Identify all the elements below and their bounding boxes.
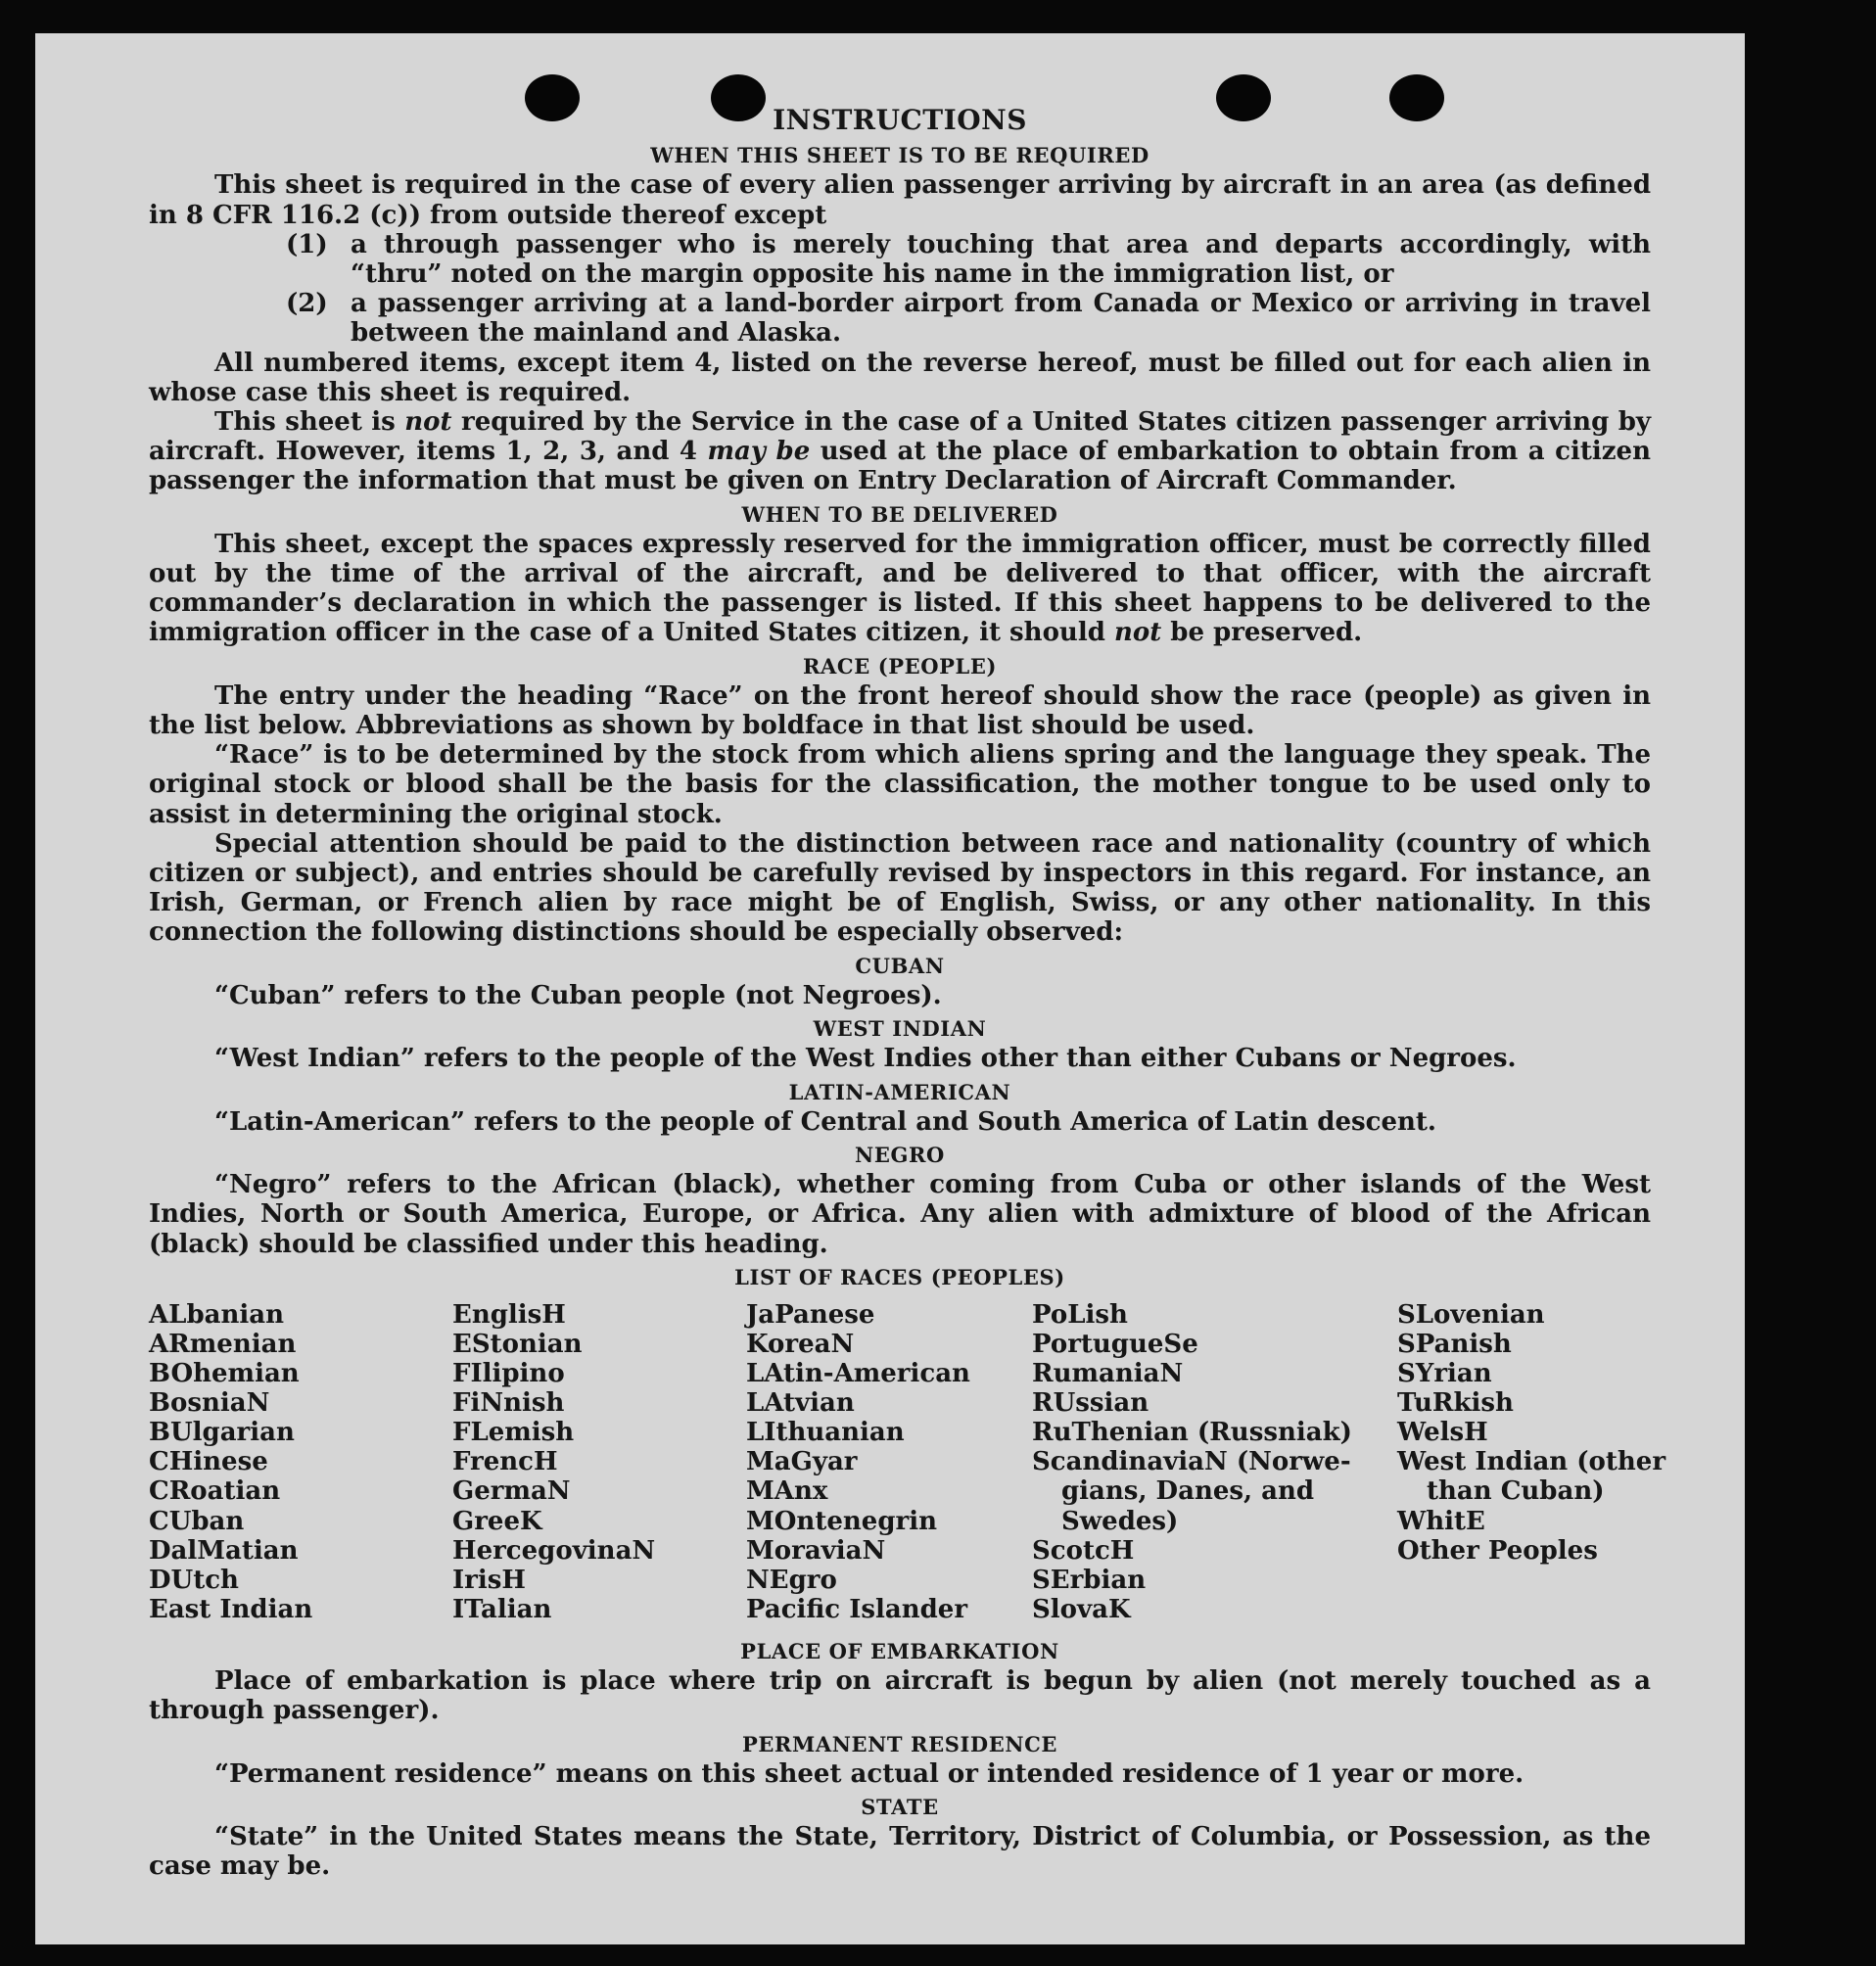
text-run: required by the Service in the case of a United States citizen passenger arriving by aircraft. However, items 1, 2, 3, and 4	[149, 407, 1651, 467]
paragraph: All numbered items, except item 4, listed on the reverse hereof, must be filled out for each alien in whose case this sheet is required.	[149, 348, 1651, 407]
race-entry: ITalian	[452, 1594, 552, 1624]
race-entry: JaPanese	[746, 1299, 875, 1330]
race-entry: LIthuanian	[746, 1418, 905, 1448]
race-entry: BUlgarian	[149, 1418, 295, 1448]
race-entry: SYrian	[1397, 1359, 1492, 1389]
race-list	[149, 1299, 1666, 1633]
race-column	[452, 1300, 655, 1624]
paragraph: The entry under the heading “Race” on the front hereof should show the race (people) as given in the list below. Abbreviations as shown by boldface in that list should be used.	[149, 680, 1651, 741]
paragraph: “Permanent residence” means on this sheet actual or intended residence of 1 year or more.	[214, 1758, 1524, 1789]
race-entry: FLemish	[452, 1418, 575, 1448]
race-entry: PoLish	[1032, 1299, 1128, 1330]
race-entry: Pacific Islander	[746, 1594, 968, 1624]
race-entry: CHinese	[149, 1447, 268, 1477]
race-entry: SErbian	[1032, 1565, 1147, 1595]
emphasis: not	[404, 407, 452, 438]
emphasis: may be	[707, 437, 811, 467]
race-entry: ARmenian	[149, 1330, 297, 1360]
race-entry: gians, Danes, and	[1061, 1476, 1315, 1507]
race-entry: GermaN	[452, 1476, 571, 1507]
race-entry: TuRkish	[1397, 1388, 1514, 1419]
race-entry: West Indian (other	[1397, 1447, 1666, 1477]
text-run: used at the place of embarkation to obtain from a citizen passenger the information that must be given on Entry Declaration of Aircraft Commander.	[149, 437, 1651, 496]
paragraph: “State” in the United States means the State, Territory, District of Columbia, or Possession, as the case may be.	[149, 1822, 1651, 1882]
race-entry: ScandinaviaN (Norwe-	[1032, 1447, 1351, 1477]
document-sheet	[35, 33, 1745, 1944]
race-entry: Other Peoples	[1397, 1535, 1598, 1566]
race-entry: RuThenian (Russniak)	[1032, 1418, 1352, 1448]
race-entry: MAnx	[746, 1476, 828, 1507]
race-entry: ScotcH	[1032, 1535, 1135, 1566]
paragraph: This sheet is required in the case of every alien passenger arriving by aircraft in an area (as defined in 8 CFR 116.2 (c)) from outside thereof except	[149, 170, 1651, 230]
paragraph: Place of embarkation is place where trip on aircraft is begun by alien (not merely touched as a through passenger).	[149, 1666, 1651, 1726]
race-entry: Swedes)	[1061, 1506, 1179, 1536]
race-entry: CRoatian	[149, 1476, 281, 1507]
race-entry: DUtch	[149, 1565, 239, 1595]
paragraph: Special attention should be paid to the distinction between race and nationality (country of which citizen or subject), and entries should be carefully revised by inspectors in this regard. For instance, an Irish, German, or French alien by race might be of English, Swiss, or any other nationality. In this connection the following distinctions should be especially observed:	[149, 828, 1651, 948]
section-heading-list-of-races: LIST OF RACES (PEOPLES)	[734, 1264, 1065, 1289]
section-heading-latin-american: LATIN-AMERICAN	[788, 1079, 1011, 1104]
race-entry: DalMatian	[149, 1535, 299, 1566]
race-entry: NEgro	[746, 1565, 837, 1595]
section-heading-state: STATE	[861, 1794, 939, 1819]
race-entry: East Indian	[149, 1594, 313, 1624]
race-entry: RUssian	[1032, 1388, 1149, 1419]
race-entry: EStonian	[452, 1330, 583, 1360]
section-heading-residence: PERMANENT RESIDENCE	[741, 1731, 1058, 1756]
paragraph: “Cuban” refers to the Cuban people (not Negroes).	[214, 980, 942, 1010]
text-run: This sheet is	[214, 407, 405, 438]
section-heading-race: RACE (PEOPLE)	[802, 653, 998, 679]
race-entry: FrencH	[452, 1447, 558, 1477]
race-entry: MaGyar	[746, 1447, 858, 1477]
section-heading-cuban: CUBAN	[855, 953, 945, 978]
section-heading-west-indian: WEST INDIAN	[813, 1016, 987, 1042]
paragraph: “Latin-American” refers to the people of Central and South America of Latin descent.	[214, 1106, 1436, 1137]
text-run: This sheet, except the spaces expressly reserved for the immigration officer, must be correctly filled out by the time of the arrival of the aircraft, and be delivered to that officer, with the aircraft commander’s declaration in which the passenger is listed. If this sheet happens to be delivered to the immigration officer in the case of a United States citizen, it should	[149, 529, 1651, 648]
race-entry: ALbanian	[149, 1299, 285, 1330]
section-heading-when-delivered: WHEN TO BE DELIVERED	[741, 501, 1058, 527]
race-entry: BOhemian	[149, 1359, 300, 1389]
paragraph	[149, 407, 1651, 496]
section-heading-negro: NEGRO	[855, 1142, 945, 1167]
race-entry: CUban	[149, 1506, 245, 1536]
section-heading-when-required: WHEN THIS SHEET IS TO BE REQUIRED	[650, 143, 1149, 168]
race-entry: SlovaK	[1032, 1594, 1131, 1624]
race-entry: RumaniaN	[1032, 1359, 1184, 1389]
race-entry: GreeK	[452, 1506, 542, 1536]
race-entry: WelsH	[1397, 1418, 1488, 1448]
race-entry: IrisH	[452, 1565, 526, 1595]
document-body	[149, 104, 1666, 1882]
item-text: a through passenger who is merely touching that area and departs accordingly, with “thru” noted on the margin opposite his name in the immigration list, or	[351, 229, 1651, 290]
paragraph: “West Indian” refers to the people of the West Indies other than either Cubans or Negroes.	[214, 1044, 1517, 1074]
race-entry: MOntenegrin	[746, 1506, 937, 1536]
race-entry: LAtvian	[746, 1388, 855, 1419]
item-number: (2)	[286, 289, 328, 319]
race-column	[149, 1300, 312, 1624]
race-entry: EnglisH	[452, 1299, 566, 1330]
race-entry: LAtin-American	[746, 1359, 970, 1389]
race-entry: WhitE	[1397, 1506, 1485, 1536]
emphasis: not	[1113, 618, 1162, 648]
list-item	[149, 230, 1651, 289]
section-heading-embarkation: PLACE OF EMBARKATION	[740, 1638, 1059, 1663]
item-text: a passenger arriving at a land-border airport from Canada or Mexico or arriving in travel between the mainland and Alaska.	[351, 289, 1651, 349]
paragraph: “Race” is to be determined by the stock from which aliens spring and the language they speak. The original stock or blood shall be the basis for the classification, the mother tongue to be used only to assist in determining the original stock.	[149, 740, 1651, 829]
race-column	[1032, 1300, 1352, 1624]
list-item	[149, 289, 1651, 348]
race-entry: than Cuban)	[1427, 1476, 1605, 1507]
race-entry: BosniaN	[149, 1388, 270, 1419]
race-entry: PortugueSe	[1032, 1330, 1198, 1360]
race-column	[1397, 1300, 1665, 1566]
race-entry: SPanish	[1397, 1330, 1512, 1360]
paragraph: “Negro” refers to the African (black), whether coming from Cuba or other islands of the West Indies, North or South America, Europe, or Africa. Any alien with admixture of blood of the African (black) should be classified under this heading.	[149, 1170, 1651, 1259]
race-entry: HercegovinaN	[452, 1535, 656, 1566]
race-entry: SLovenian	[1397, 1299, 1545, 1330]
race-column	[746, 1300, 970, 1624]
race-entry: FiNnish	[452, 1388, 565, 1419]
item-number: (1)	[286, 229, 328, 259]
page-title: INSTRUCTIONS	[773, 104, 1027, 136]
race-entry: FIlipino	[452, 1359, 565, 1389]
race-entry: MoraviaN	[746, 1535, 886, 1566]
race-entry: KoreaN	[746, 1330, 855, 1360]
paragraph	[149, 530, 1651, 648]
text-run: be preserved.	[1161, 618, 1363, 648]
